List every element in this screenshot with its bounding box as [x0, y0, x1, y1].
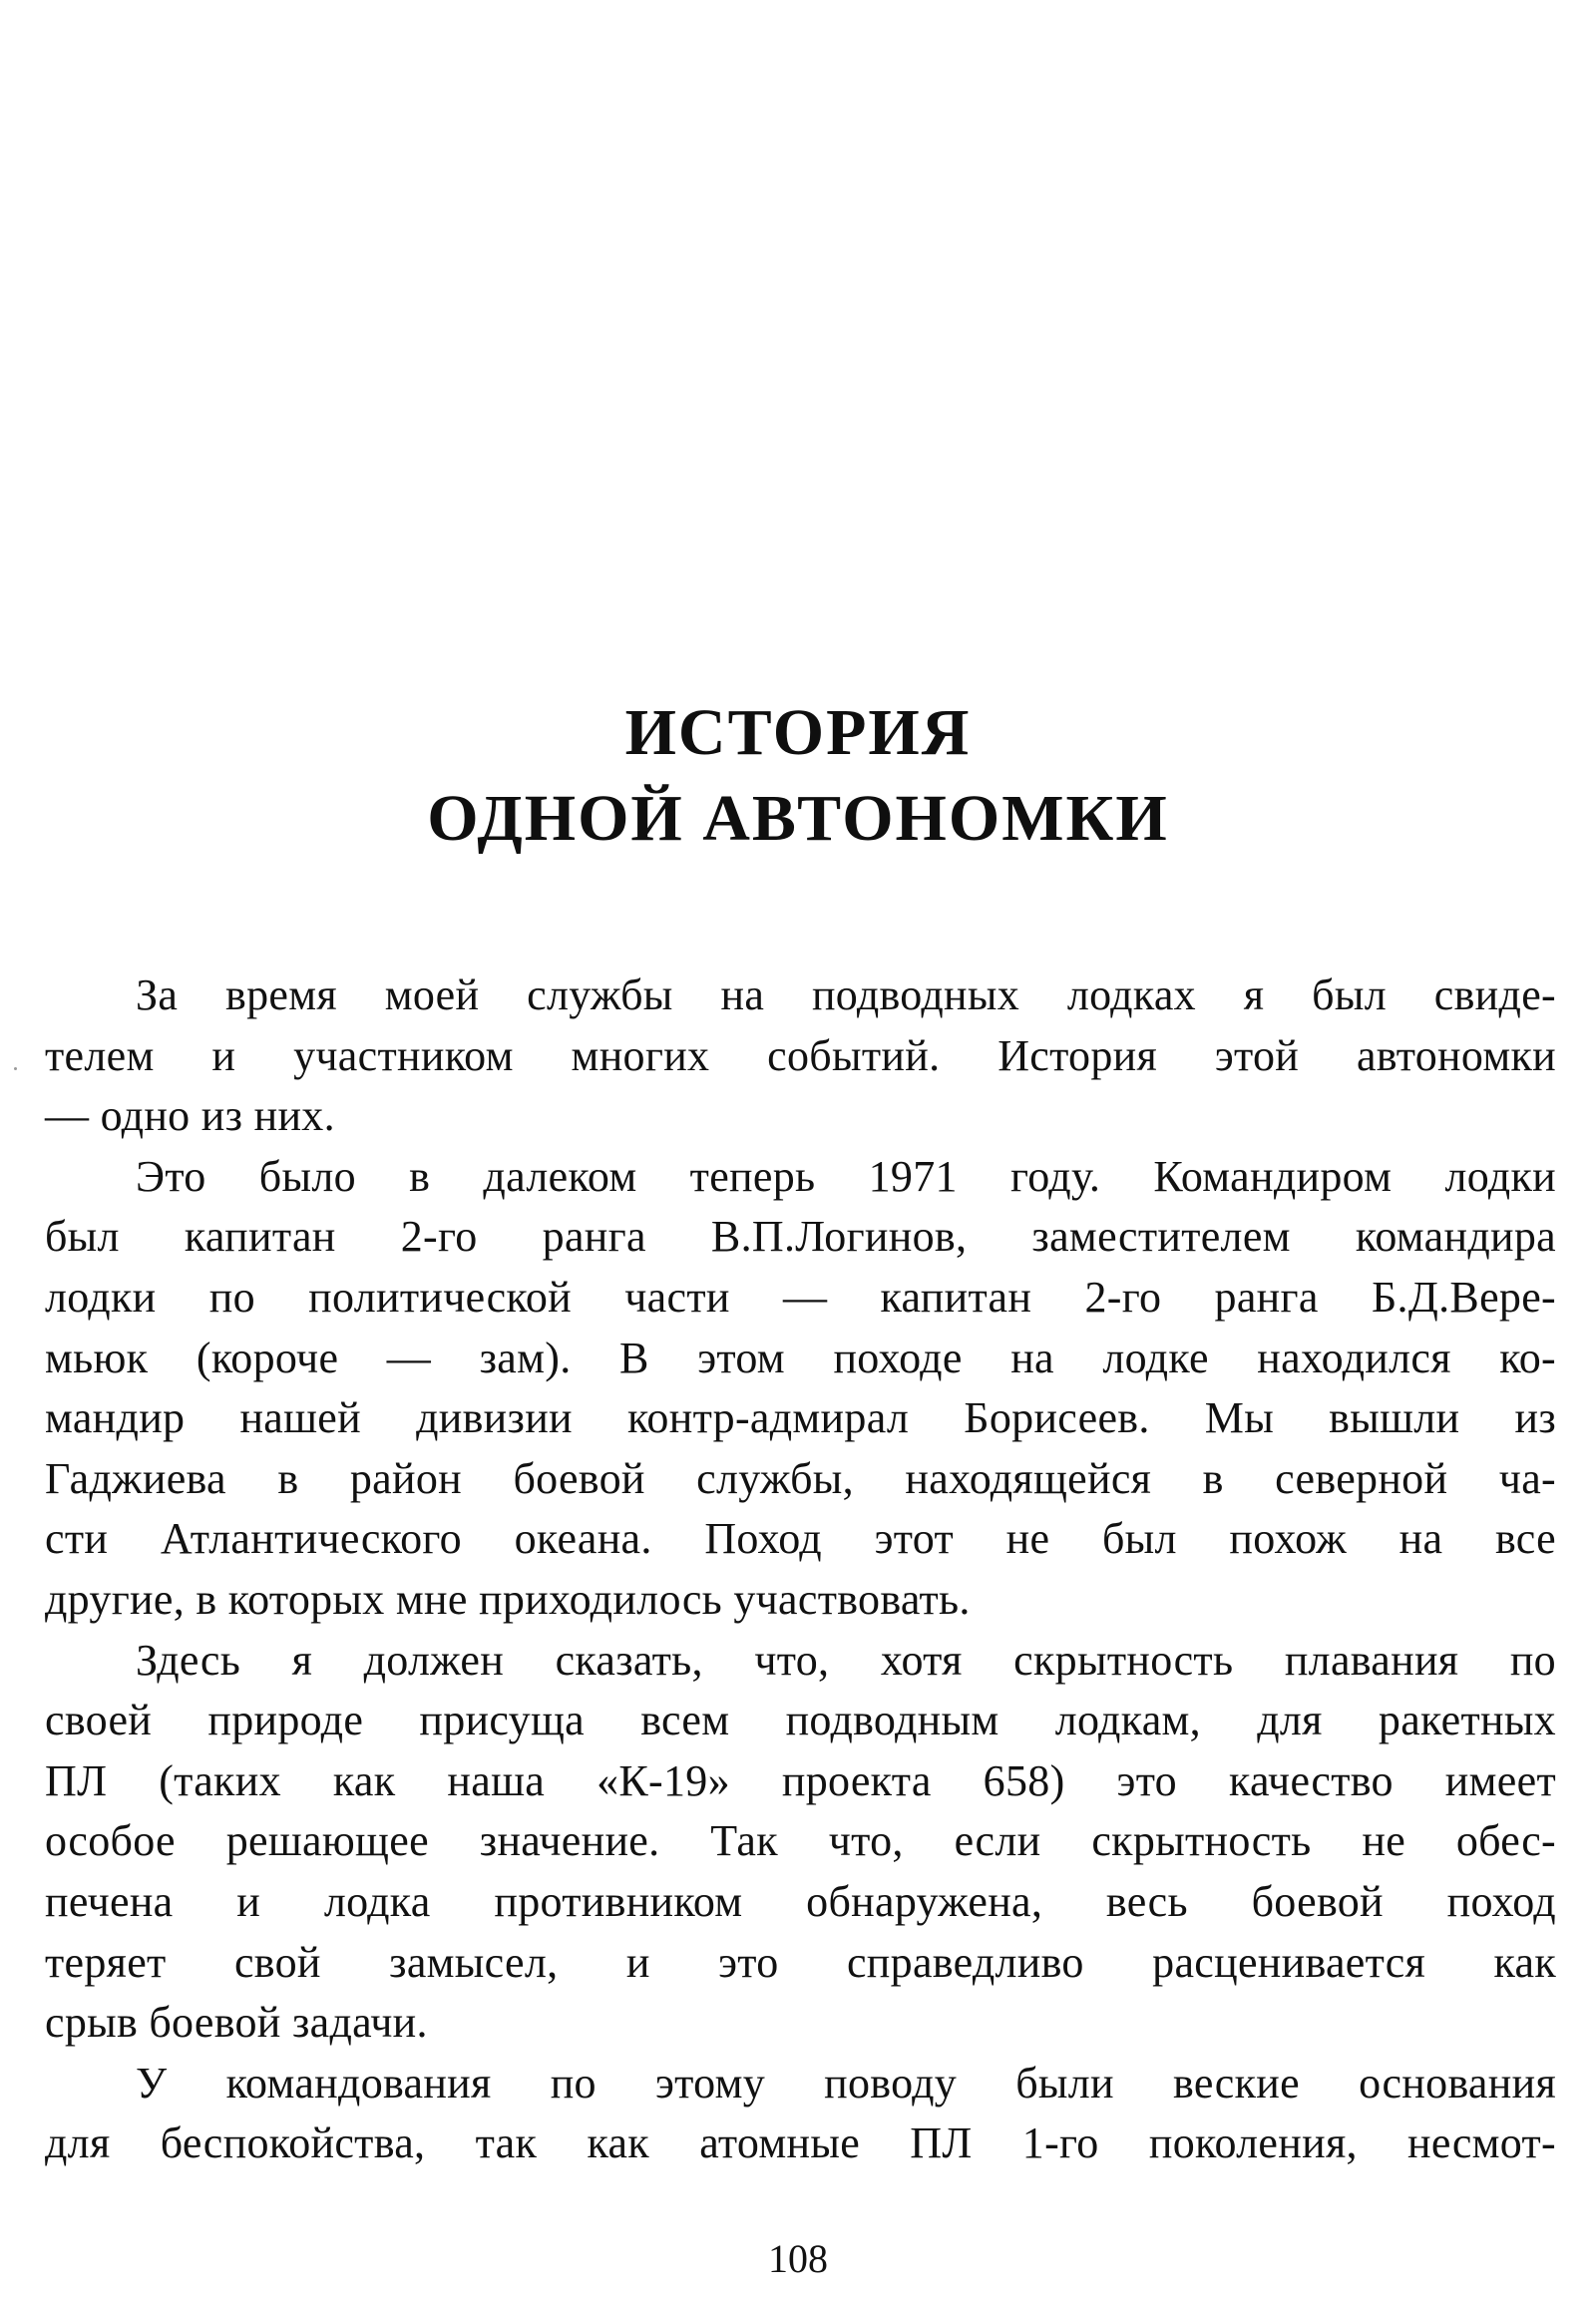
paragraph-4-line-2: для беспокойства, так как атомные ПЛ 1-го поколения, несмот- — [45, 2118, 1556, 2168]
paragraph-2-line-3: лодки по политической части — капитан 2-го ранга Б.Д.Вере- — [45, 1272, 1556, 1322]
page-number: 108 — [768, 2236, 828, 2281]
paragraph-2-line-7: сти Атлантического океана. Поход этот не был похож на все — [45, 1514, 1556, 1564]
paragraph-3-line-2: своей природе присуща всем подводным лодкам, для ракетных — [45, 1696, 1556, 1745]
chapter-title-line-2: ОДНОЙ АВТОНОМКИ — [427, 782, 1169, 855]
paragraph-1-line-3: — одно из них. — [45, 1091, 335, 1141]
chapter-body — [45, 965, 1556, 2174]
paragraph-3-line-5: печена и лодка противником обнаружена, весь боевой поход — [45, 1876, 1556, 1926]
paragraph-3-line-6: теряет свой замысел, и это справедливо расценивается как — [45, 1937, 1556, 1987]
paragraph-3-line-3: ПЛ (таких как наша «К-19» проекта 658) это качество имеет — [45, 1755, 1556, 1805]
paragraph-2-line-2: был капитан 2-го ранга В.П.Логинов, заместителем командира — [45, 1212, 1556, 1262]
paragraph-2-line-5: мандир нашей дивизии контр-адмирал Борисеев. Мы вышли из — [45, 1393, 1556, 1443]
paragraph-2-line-4: мьюк (короче — зам). В этом походе на лодке находился ко- — [45, 1333, 1556, 1382]
paragraph-1-line-2: телем и участником многих событий. История этой автономки — [45, 1030, 1556, 1080]
paragraph-3-line-1: Здесь я должен сказать, что, хотя скрытность плавания по — [136, 1635, 1556, 1685]
paragraph-2-line-6: Гаджиева в район боевой службы, находящейся в северной ча- — [45, 1453, 1556, 1503]
chapter-title — [0, 690, 1596, 862]
paragraph-3-line-4: особое решающее значение. Так что, если скрытность не обес- — [45, 1816, 1556, 1866]
paragraph-2-line-1: Это было в далеком теперь 1971 году. Командиром лодки — [136, 1151, 1556, 1201]
paragraph-2-line-8: другие, в которых мне приходилось участвовать. — [45, 1574, 971, 1624]
paragraph-4-line-1: У командования по этому поводу были веские основания — [136, 2058, 1556, 2108]
chapter-title-line-1: ИСТОРИЯ — [624, 696, 972, 769]
scan-speck — [14, 1067, 17, 1070]
paragraph-1-line-1: За время моей службы на подводных лодках я был свиде- — [136, 970, 1556, 1019]
paragraph-3-line-7: срыв боевой задачи. — [45, 1998, 428, 2048]
